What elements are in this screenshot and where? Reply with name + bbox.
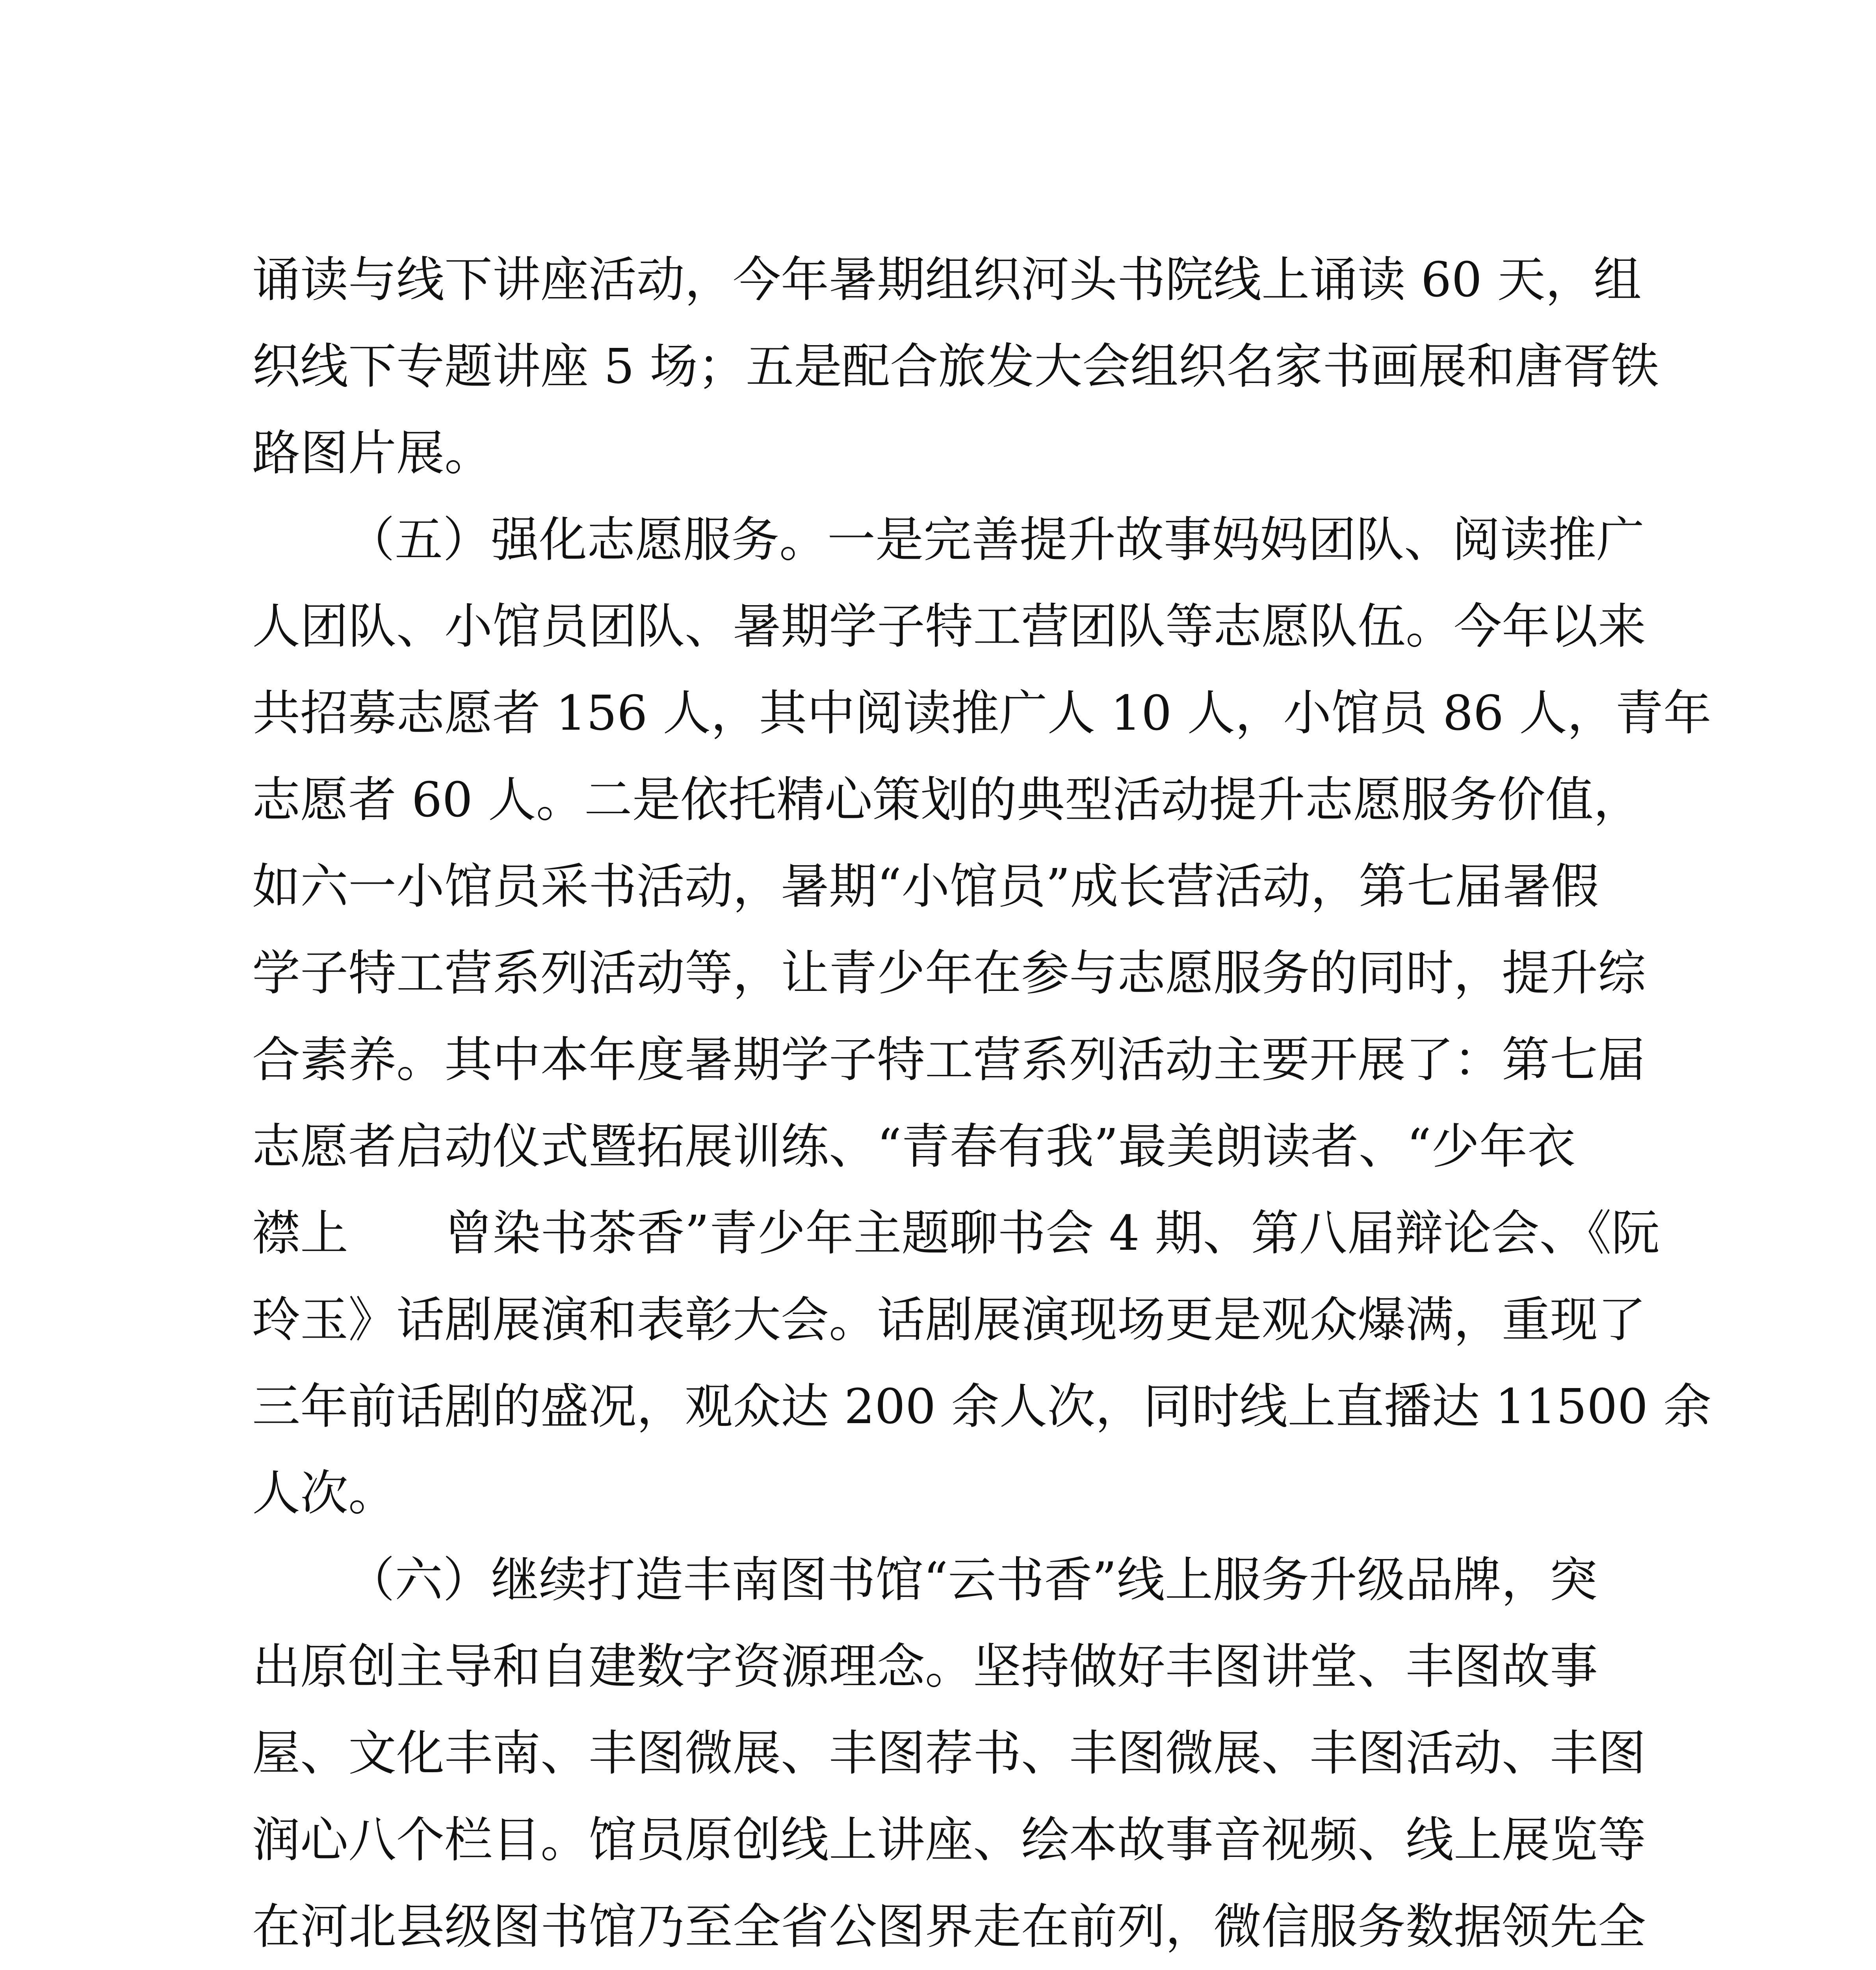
text-line-11: 志愿者启动仪式暨拓展训练、“青春有我”最美朗读者、“少年衣: [252, 1119, 1576, 1175]
text-line-19: 润心八个栏目。馆员原创线上讲座、绘本故事音视频、线上展览等: [252, 1812, 1646, 1868]
text-line-6: 共招募志愿者 156 人，其中阅读推广人 10 人，小馆员 86 人，青年: [252, 685, 1712, 741]
text-line-20: 在河北县级图书馆乃至全省公图界走在前列，微信服务数据领先全: [252, 1899, 1646, 1955]
text-line-13: 玲玉》话剧展演和表彰大会。话剧展演现场更是观众爆满，重现了: [252, 1292, 1646, 1348]
text-line-14: 三年前话剧的盛况，观众达 200 余人次，同时线上直播达 11500 余: [252, 1379, 1712, 1435]
text-line-10: 合素养。其中本年度暑期学子特工营系列活动主要开展了：第七届: [252, 1032, 1646, 1088]
text-line-3: 路图片展。: [252, 425, 492, 481]
text-line-5: 人团队、小馆员团队、暑期学子特工营团队等志愿队伍。今年以来: [252, 598, 1646, 654]
paragraph-5-start: （五）强化志愿服务。一是完善提升故事妈妈团队、阅读推广: [347, 512, 1644, 568]
text-line-17: 出原创主导和自建数字资源理念。坚持做好丰图讲堂、丰图故事: [252, 1639, 1598, 1695]
text-line-2: 织线下专题讲座 5 场；五是配合旅发大会组织名家书画展和唐胥铁: [252, 338, 1659, 394]
text-line-1: 诵读与线下讲座活动，今年暑期组织河头书院线上诵读 60 天，组: [252, 252, 1642, 308]
text-line-8: 如六一小馆员采书活动，暑期“小馆员”成长营活动，第七届暑假: [252, 859, 1599, 914]
text-line-7: 志愿者 60 人。二是依托精心策划的典型活动提升志愿服务价值，: [252, 772, 1642, 828]
text-line-15: 人次。: [252, 1465, 396, 1521]
paragraph-6-start: （六）继续打造丰南图书馆“云书香”线上服务升级品牌，突: [347, 1552, 1597, 1608]
text-line-9: 学子特工营系列活动等，让青少年在参与志愿服务的同时，提升综: [252, 945, 1646, 1001]
text-line-18: 屋、文化丰南、丰图微展、丰图荐书、丰图微展、丰图活动、丰图: [252, 1725, 1646, 1781]
text-line-12: 襟上 曾染书茶香”青少年主题聊书会 4 期、第八届辩论会、《阮: [252, 1205, 1660, 1261]
